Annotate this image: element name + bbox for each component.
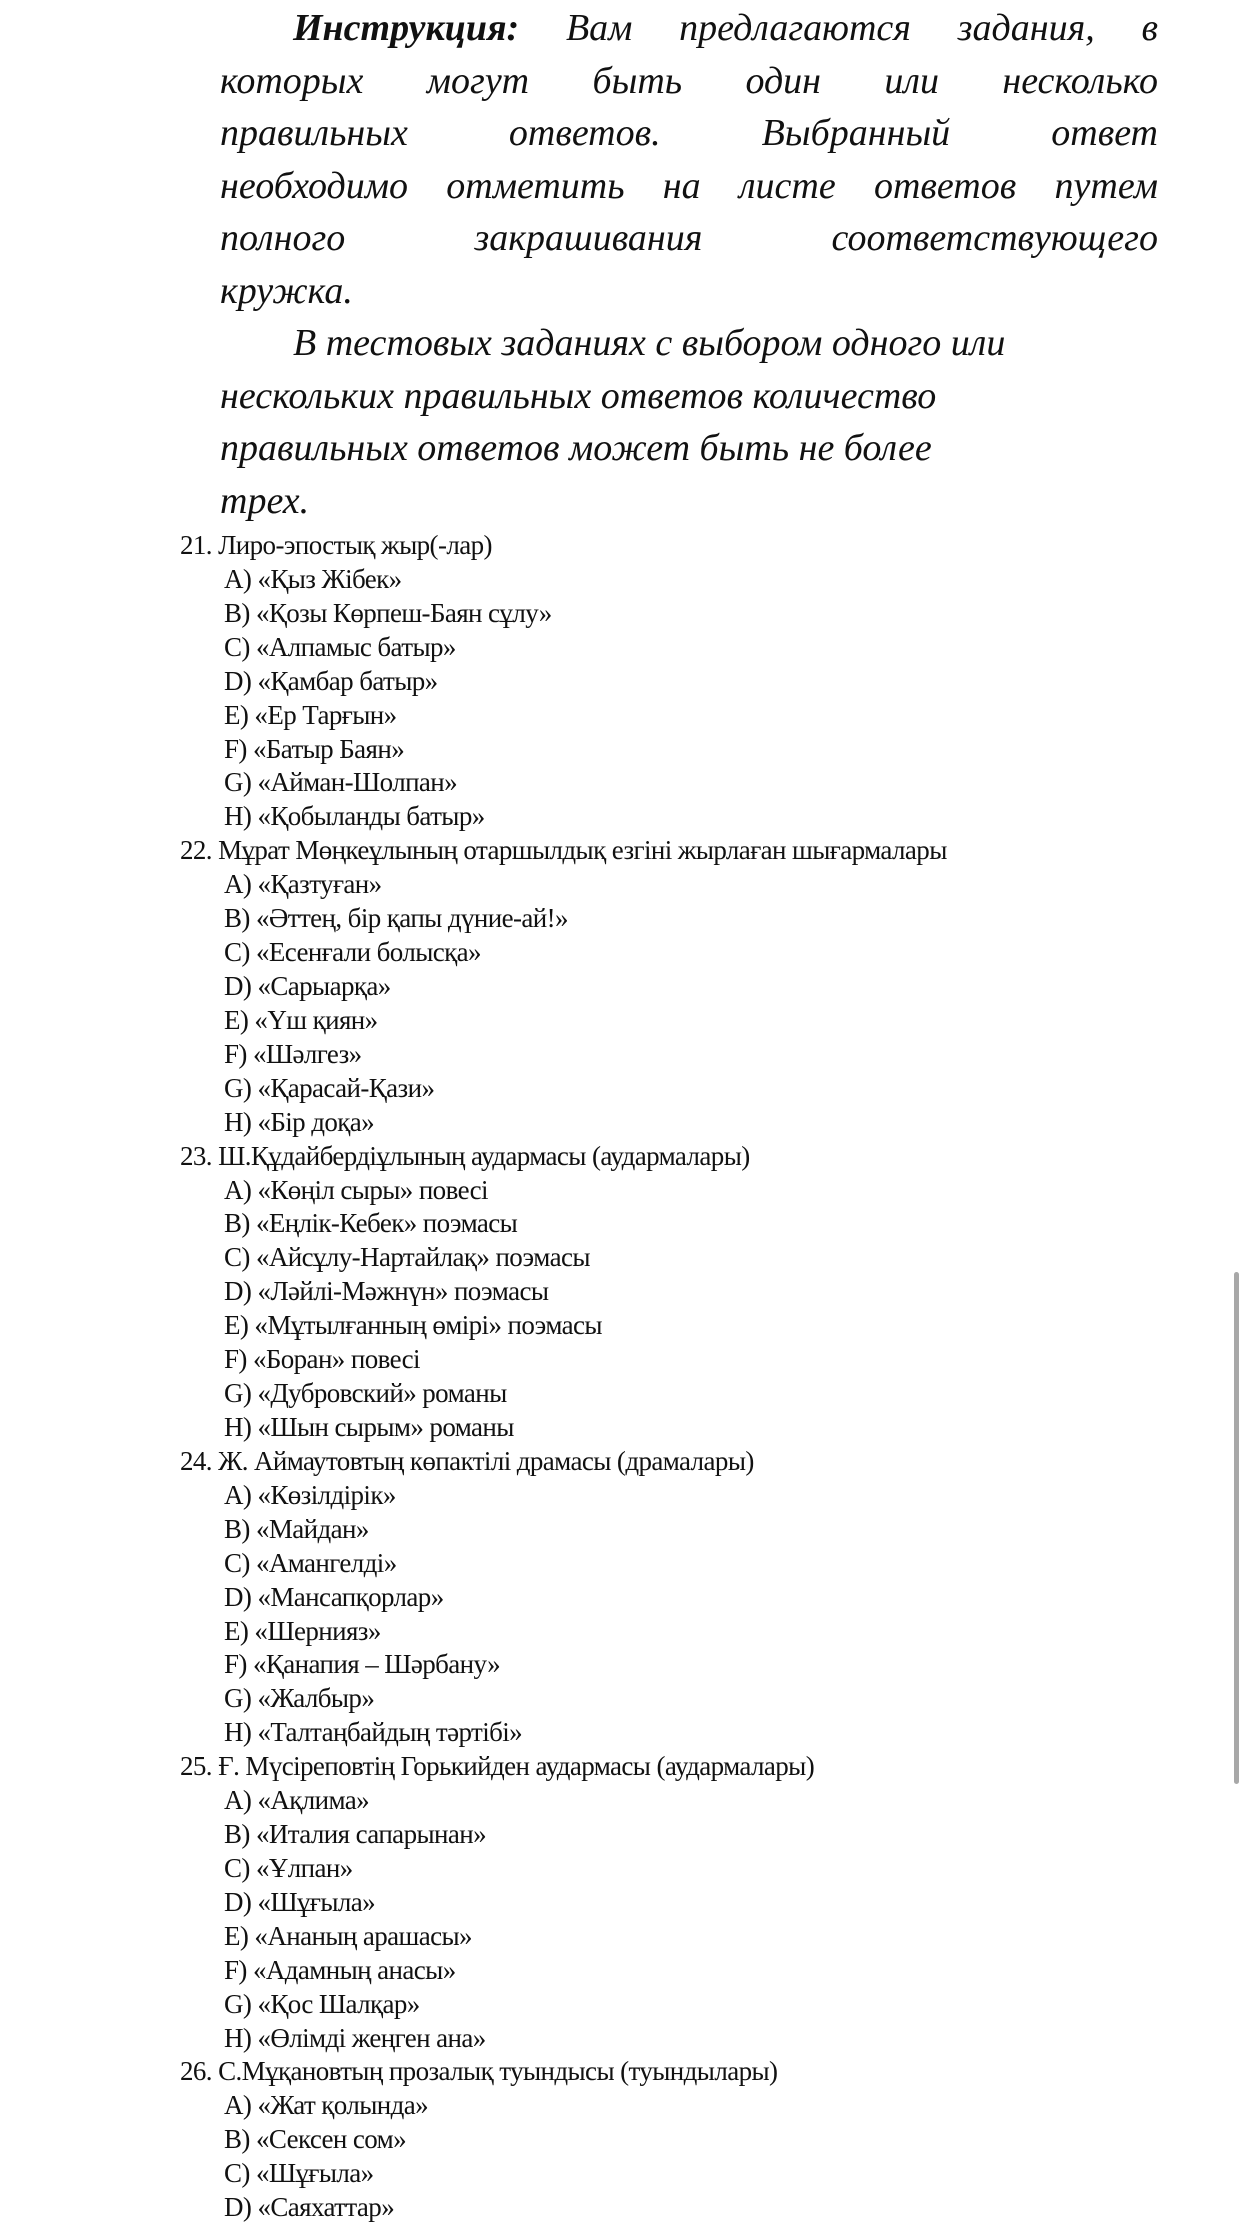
instruction-line: нескольких правильных ответов количество — [220, 374, 937, 417]
answer-option: H) «Бір доқа» — [224, 1106, 375, 1137]
answer-option: F) «Қанапия – Шәрбану» — [224, 1649, 501, 1680]
answer-option: A) «Ақлима» — [224, 1785, 370, 1816]
answer-option: E) «Үш қиян» — [224, 1004, 378, 1035]
answer-option: D) «Ләйлі-Мәжнүн» поэмасы — [224, 1276, 549, 1307]
answer-option: B) «Еңлік-Кебек» поэмасы — [224, 1208, 518, 1239]
answer-option: D) «Мансапқорлар» — [224, 1581, 444, 1612]
question — [180, 2055, 1220, 2225]
answer-option: A) «Көзілдірік» — [224, 1479, 396, 1510]
answer-option: F) «Адамның анасы» — [224, 1954, 456, 1985]
answer-option: E) «Мұтылғанның өмірі» поэмасы — [224, 1310, 602, 1341]
answer-option: D) «Шұғыла» — [224, 1886, 376, 1917]
question — [180, 1750, 1220, 2055]
answer-option: F) «Батыр Баян» — [224, 733, 405, 764]
answer-option: B) «Италия сапарынан» — [224, 1819, 486, 1850]
answer-option: C) «Есенғали болысқа» — [224, 937, 481, 968]
answer-option: C) «Амангелді» — [224, 1547, 397, 1578]
answer-option: F) «Шәлгез» — [224, 1038, 362, 1069]
answer-option: H) «Қобыланды батыр» — [224, 801, 485, 832]
answer-option: D) «Саяхаттар» — [224, 2192, 395, 2223]
question-title: 25. Ғ. Мүсіреповтің Горькийден аудармасы (аудармалары) — [180, 1751, 815, 1782]
question — [180, 1445, 1220, 1750]
answer-option: E) «Шернияз» — [224, 1615, 381, 1646]
question-title: 24. Ж. Аймаутовтың көпактілі драмасы (драмалары) — [180, 1445, 754, 1476]
scrollbar[interactable] — [1234, 1272, 1239, 1784]
answer-option: E) «Ер Тарғын» — [224, 699, 397, 730]
answer-option: D) «Қамбар батыр» — [224, 665, 438, 696]
answer-option: B) «Қозы Көрпеш-Баян сұлу» — [224, 597, 552, 628]
answer-option: H) «Шын сырым» романы — [224, 1411, 514, 1442]
question-title: 21. Лиро-эпостық жыр(-лар) — [180, 530, 492, 560]
answer-option: C) «Алпамыс батыр» — [224, 631, 456, 662]
instruction-line — [220, 2, 1158, 55]
answer-option: G) «Қос Шалқар» — [224, 1988, 420, 2019]
answer-option: B) «Сексен сом» — [224, 2124, 407, 2155]
answer-option: A) «Қыз Жібек» — [224, 563, 402, 594]
answer-option: G) «Дубровский» романы — [224, 1378, 507, 1409]
instruction-line: необходимо отметить на листе ответов путем — [220, 164, 1158, 207]
instruction-line: правильных ответов. Выбранный ответ — [220, 112, 1158, 154]
answer-option: H) «Өлімді жеңген ана» — [224, 2022, 486, 2053]
instruction-heading: Инструкция: — [293, 7, 520, 49]
answer-option: D) «Сарыарқа» — [224, 970, 391, 1001]
answer-option: C) «Ұлпан» — [224, 1852, 353, 1883]
instruction-block — [220, 2, 1158, 527]
answer-option: A) «Қазтуған» — [224, 869, 382, 900]
answer-option: G) «Айман-Шолпан» — [224, 767, 458, 798]
answer-option: E) «Ананың арашасы» — [224, 1920, 472, 1951]
instruction-line: которых могут быть один или несколько — [220, 59, 1158, 102]
question — [180, 834, 1220, 1139]
answer-option: G) «Жалбыр» — [224, 1683, 375, 1714]
instruction-line: В тестовых заданиях с выбором одного или — [293, 322, 1006, 364]
answer-option: A) «Көңіл сыры» повесі — [224, 1174, 488, 1205]
answer-option: B) «Әттең, бір қапы дүние-ай!» — [224, 903, 568, 934]
question-list — [180, 529, 1220, 2225]
answer-option: B) «Майдан» — [224, 1513, 369, 1544]
instruction-line: кружка. — [220, 269, 353, 312]
question — [180, 1140, 1220, 1445]
answer-option: C) «Айсұлу-Нартайлақ» поэмасы — [224, 1242, 590, 1273]
answer-option: H) «Талтаңбайдың тәртібі» — [224, 1717, 523, 1748]
instruction-text: Вам предлагаются задания, в — [519, 7, 1158, 49]
question — [180, 529, 1220, 834]
question-title: 22. Мұрат Мөңкеұлының отаршылдық езгіні жырлаған шығармалары — [180, 835, 947, 866]
answer-option: A) «Жат қолында» — [224, 2090, 429, 2121]
answer-option: C) «Шұғыла» — [224, 2158, 374, 2189]
answer-option: F) «Боран» повесі — [224, 1344, 420, 1375]
instruction-line: полного закрашивания соответствующего — [220, 217, 1158, 259]
question-title: 26. С.Мұқановтың прозалық туындысы (туындылары) — [180, 2056, 778, 2087]
question-title: 23. Ш.Құдайбердіұлының аудармасы (аудармалары) — [180, 1140, 750, 1171]
instruction-line: трех. — [220, 479, 310, 522]
answer-option: G) «Қарасай-Қази» — [224, 1072, 435, 1103]
instruction-line: правильных ответов может быть не более — [220, 427, 932, 469]
